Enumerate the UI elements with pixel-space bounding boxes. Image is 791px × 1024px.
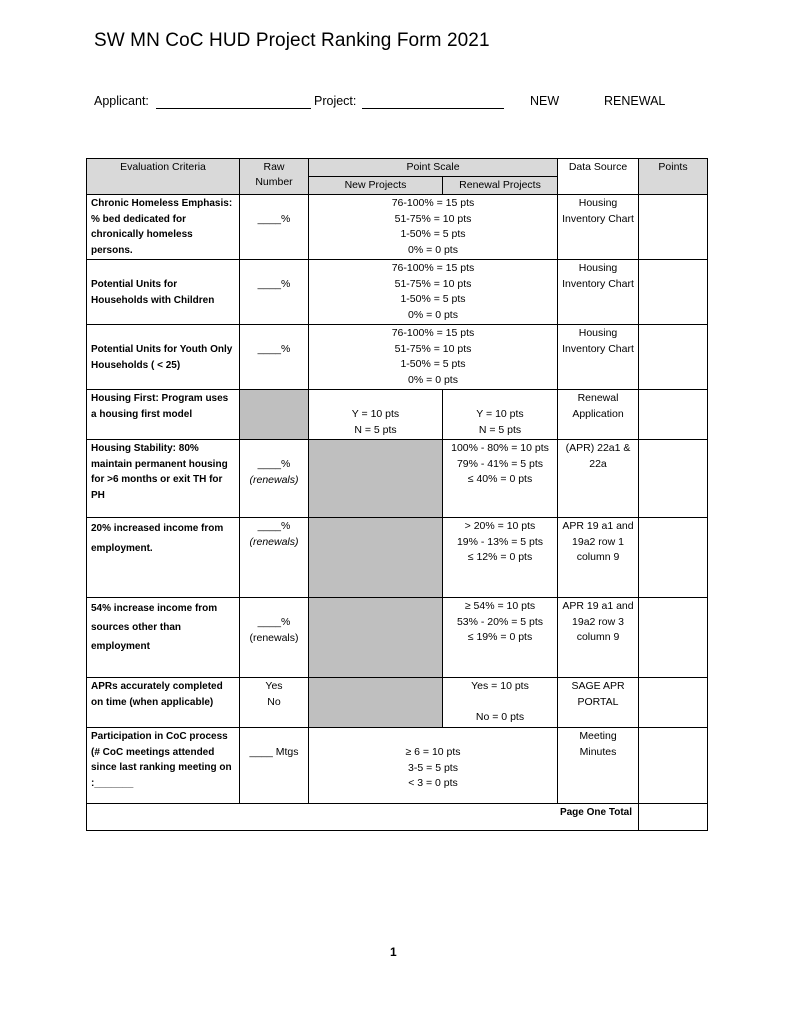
table-row bbox=[87, 598, 708, 678]
scale-line: Y = 10 pts bbox=[351, 408, 400, 420]
table-row bbox=[87, 390, 708, 440]
scale-line: 1-50% = 5 pts bbox=[400, 228, 466, 240]
header-data-source: Data Source bbox=[558, 159, 639, 195]
raw-input[interactable] bbox=[240, 598, 309, 678]
renewal-projects-cell bbox=[443, 390, 558, 440]
point-scale-cell bbox=[309, 728, 558, 804]
new-projects-disabled bbox=[309, 678, 443, 728]
points-input[interactable] bbox=[639, 440, 708, 518]
header-points: Points bbox=[639, 159, 708, 195]
scale-line: Yes = 10 pts bbox=[471, 680, 529, 692]
new-projects-disabled bbox=[309, 440, 443, 518]
page-total-label: Page One Total bbox=[87, 804, 639, 831]
new-projects-disabled bbox=[309, 598, 443, 678]
table-row bbox=[87, 325, 708, 390]
raw-value: ____% bbox=[257, 520, 291, 532]
data-source: APR 19 a1 and 19a2 row 3 column 9 bbox=[558, 598, 639, 678]
scale-line: ≤ 19% = 0 pts bbox=[467, 631, 533, 643]
header-raw: Raw Number bbox=[240, 159, 309, 195]
scale-line: 51-75% = 10 pts bbox=[394, 342, 472, 355]
scale-line: No = 0 pts bbox=[475, 710, 525, 723]
data-source: (APR) 22a1 & 22a bbox=[558, 440, 639, 518]
scale-line: 76-100% = 15 pts bbox=[391, 262, 475, 274]
data-source: SAGE APR PORTAL bbox=[558, 678, 639, 728]
scale-line: < 3 = 0 pts bbox=[408, 777, 458, 789]
scale-line: 100% - 80% = 10 pts bbox=[451, 442, 549, 454]
renewal-projects-cell bbox=[443, 518, 558, 598]
scale-line: 0% = 0 pts bbox=[408, 373, 458, 386]
raw-input[interactable]: ____% bbox=[240, 195, 309, 260]
total-row bbox=[87, 804, 708, 831]
criteria-chronic-homeless: Chronic Homeless Emphasis: % bed dedicated for chronically homeless persons. bbox=[87, 195, 240, 260]
new-projects-disabled bbox=[309, 518, 443, 598]
ranking-table bbox=[86, 158, 708, 831]
data-source: Meeting Minutes bbox=[558, 728, 639, 804]
scale-line: 1-50% = 5 pts bbox=[400, 293, 466, 305]
applicant-project-line bbox=[94, 94, 714, 114]
raw-yes-no[interactable] bbox=[240, 678, 309, 728]
points-input[interactable] bbox=[639, 518, 708, 598]
scale-line: 19% - 13% = 5 pts bbox=[456, 535, 544, 548]
applicant-label: Applicant: bbox=[94, 94, 149, 108]
project-label: Project: bbox=[314, 94, 357, 108]
table-row bbox=[87, 678, 708, 728]
table-row bbox=[87, 260, 708, 325]
scale-line: ≥ 54% = 10 pts bbox=[464, 600, 536, 612]
renewal-projects-cell bbox=[443, 598, 558, 678]
table-row bbox=[87, 195, 708, 260]
new-projects-cell bbox=[309, 390, 443, 440]
scale-line: 0% = 0 pts bbox=[408, 308, 458, 321]
page-total-input[interactable] bbox=[639, 804, 708, 831]
raw-input[interactable] bbox=[240, 440, 309, 518]
data-source: Renewal Application bbox=[558, 390, 639, 440]
table-row bbox=[87, 518, 708, 598]
header-point-scale: Point Scale bbox=[309, 159, 558, 177]
header-row-1 bbox=[87, 159, 708, 177]
points-input[interactable] bbox=[639, 678, 708, 728]
data-source: Housing Inventory Chart bbox=[558, 195, 639, 260]
data-source: APR 19 a1 and 19a2 row 1 column 9 bbox=[558, 518, 639, 598]
criteria-other-income: 54% increase income from sources other than employment bbox=[87, 598, 240, 678]
raw-value: ____% bbox=[257, 458, 291, 470]
raw-no[interactable]: No bbox=[267, 695, 281, 708]
scale-line: 76-100% = 15 pts bbox=[391, 197, 475, 209]
raw-input[interactable]: ____ Mtgs bbox=[240, 728, 309, 804]
scale-gap bbox=[447, 695, 553, 710]
raw-yes[interactable]: Yes bbox=[265, 680, 283, 692]
scale-line: > 20% = 10 pts bbox=[464, 520, 536, 532]
scale-line: ≤ 40% = 0 pts bbox=[467, 473, 533, 485]
data-source: Housing Inventory Chart bbox=[558, 260, 639, 325]
scale-line: Y = 10 pts bbox=[476, 408, 524, 420]
scale-line: ≤ 12% = 0 pts bbox=[467, 551, 533, 563]
page-number: 1 bbox=[390, 945, 397, 959]
form-title: SW MN CoC HUD Project Ranking Form 2021 bbox=[94, 30, 490, 51]
criteria-employment-income: 20% increased income from employment. bbox=[87, 518, 240, 598]
points-input[interactable] bbox=[639, 728, 708, 804]
criteria-youth-households: Potential Units for Youth Only Households ( < 25) bbox=[87, 325, 240, 390]
scale-line: 51-75% = 10 pts bbox=[394, 212, 472, 225]
scale-line: 1-50% = 5 pts bbox=[400, 358, 466, 370]
points-input[interactable] bbox=[639, 260, 708, 325]
point-scale-cell bbox=[309, 195, 558, 260]
header-new-projects: New Projects bbox=[309, 177, 443, 195]
scale-line: 3-5 = 5 pts bbox=[408, 761, 458, 774]
scale-line: 51-75% = 10 pts bbox=[394, 277, 472, 290]
applicant-field[interactable] bbox=[156, 108, 311, 109]
header-criteria: Evaluation Criteria bbox=[87, 159, 240, 195]
table-row bbox=[87, 728, 708, 804]
data-source: Housing Inventory Chart bbox=[558, 325, 639, 390]
raw-input[interactable]: ____% bbox=[240, 325, 309, 390]
criteria-apr-timely: APRs accurately completed on time (when applicable) bbox=[87, 678, 240, 728]
scale-line: N = 5 pts bbox=[478, 423, 522, 436]
points-input[interactable] bbox=[639, 598, 708, 678]
criteria-households-children: Potential Units for Households with Children bbox=[87, 260, 240, 325]
raw-note: (renewals) bbox=[249, 631, 299, 644]
renewal-projects-cell bbox=[443, 440, 558, 518]
table-row bbox=[87, 440, 708, 518]
criteria-housing-first: Housing First: Program uses a housing first model bbox=[87, 390, 240, 440]
criteria-housing-stability: Housing Stability: 80% maintain permanent housing for >6 months or exit TH for PH bbox=[87, 440, 240, 518]
raw-input[interactable] bbox=[240, 518, 309, 598]
new-option[interactable]: NEW bbox=[530, 94, 560, 108]
raw-note: (renewals) bbox=[249, 535, 299, 548]
point-scale-cell bbox=[309, 325, 558, 390]
raw-value: ____% bbox=[257, 616, 291, 628]
criteria-coc-participation: Participation in CoC process (# CoC meetings attended since last ranking meeting on :_______ bbox=[87, 728, 240, 804]
renewal-projects-cell bbox=[443, 678, 558, 728]
scale-line: 76-100% = 15 pts bbox=[391, 327, 475, 339]
scale-line: 53% - 20% = 5 pts bbox=[456, 615, 544, 628]
header-renewal-projects: Renewal Projects bbox=[443, 177, 558, 195]
scale-line: N = 5 pts bbox=[354, 423, 397, 436]
scale-line: 79% - 41% = 5 pts bbox=[456, 457, 544, 470]
raw-note: (renewals) bbox=[249, 473, 299, 486]
points-input[interactable] bbox=[639, 195, 708, 260]
scale-line: ≥ 6 = 10 pts bbox=[405, 746, 461, 758]
scale-line: 0% = 0 pts bbox=[408, 243, 458, 256]
raw-input[interactable]: ____% bbox=[240, 260, 309, 325]
points-input[interactable] bbox=[639, 325, 708, 390]
point-scale-cell bbox=[309, 260, 558, 325]
points-input[interactable] bbox=[639, 390, 708, 440]
raw-disabled bbox=[240, 390, 309, 440]
renewal-option[interactable]: RENEWAL bbox=[604, 94, 666, 108]
project-field[interactable] bbox=[362, 108, 504, 109]
